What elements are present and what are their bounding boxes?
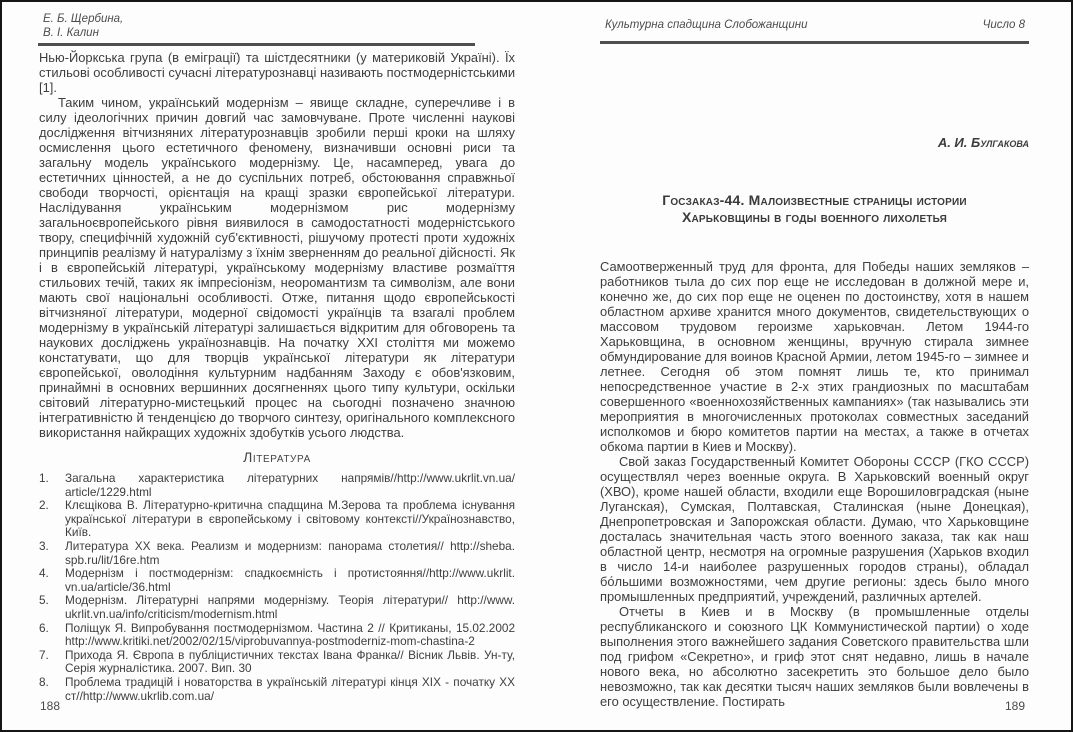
reference-item (39, 472, 515, 499)
body-paragraph: Свой заказ Государственный Комитет Обороны СССР (ГКО СССР) осуществлял через военные округа. В Харьковский военный округ (ХВО), кроме нашей области, входили еще Ворошиловградская (ныне Луганская), Сумская, Полтавская, Сталинская (ныне Донецкая), Днепропетровская и Запорожская области. Думаю, что Харьковщине досталась значительная часть этого военного заказа, так как наш областной центр, несмотря на огромные разрушения (Харьков входил в число 14-и наиболее разрушенных городов страны), обладал бо́льшими возможностями, чем другие регионы: здесь было много промышленных предприятий, учреждений, различных артелей. (600, 454, 1029, 604)
page-number-right: 189 (1004, 699, 1025, 713)
reference-text: Модернізм. Літературні напрями модернізму. Теорія літератури// http://www. ukrlit.vn.ua/info/criticism/modernism.html (65, 593, 515, 621)
article-body (600, 259, 1029, 709)
body-paragraph: Самоотверженный труд для фронта, для Победы наших земляков – работников тыла до сих пор еще не исследован в должной мере и, конечно же, до сих пор еще не оценен по достоинству, хотя в нашем областном архиве хранится много документов, свидетельствующих о массовом трудовом героизме харьковчан. Летом 1944-го Харьковщина, в основном женщины, вручную стирала зимнее обмундирование для воинов Красной Армии, летом 1945-го – зимнее и летнее. Сегодня об этом помнят лишь те, кто принимал непосредственное участие в 2-х этих грандиозных по масштабам совершенного «военнохозяйственных кампаниях» (так назывались эти мероприятия в многочисленных протоколах совместных заседаний исполкомов и бюро комитетов партии на местах, а также в отчетах обкома партии в Киев и Москву). (600, 259, 1029, 454)
reference-text: Модернізм і постмодернізм: спадкоємність і протистояння//http://www.ukrlit. vn.ua/article/36.html (65, 566, 515, 594)
reference-number: 8. (39, 674, 49, 689)
right-page (600, 2, 1029, 732)
reference-number: 5. (39, 593, 49, 608)
reference-text: Прихода Я. Європа в публіцистичних текстах Івана Франка// Вісник Львів. Ун-ту, Серія журналістика. 2007. Вип. 30 (65, 647, 515, 676)
running-header-issue: Число 8 (982, 19, 1025, 31)
reference-text: Проблема традицій і новаторства в українській літературі кінця XIX - початку XX ст//http://www.ukrlib.com.ua/ (65, 674, 515, 703)
header-rule-left (38, 43, 475, 46)
reference-item (39, 540, 515, 567)
reference-list (39, 472, 515, 703)
running-header-journal-title: Культурна спадщина Слобожанщини (605, 19, 808, 31)
reference-item (39, 622, 515, 649)
reference-text: Поліщук Я. Випробування постмодернізмом. Частина 2 // Критиканы, 15.02.2002 http://www.kritiki.net/2002/02/15/viprobuvannya-postmoderniz-mom-chastina-2 (65, 620, 515, 649)
running-header-author-line1: Е. Б. Щербина, (43, 13, 124, 25)
reference-text: Загальна характеристика літературних напрямів//http://www.ukrlit.vn.ua/ article/1229.html (65, 471, 515, 499)
reference-item (39, 499, 515, 540)
article-title-line1: Госзаказ-44. Малоизвестные страницы истории (662, 192, 967, 208)
literature-heading: Література (243, 449, 311, 465)
article-author: А. И. Булгакова (937, 135, 1029, 150)
body-paragraph: Отчеты в Киев и в Москву (в промышленные отделы республиканского и союзного ЦК Коммунистической партии) о ходе выполнения этого важнейшего задания Советского правительства шли под грифом «Секретно», и гриф этот снят недавно, лишь в начале нового века, но абсолютно засекретить это большое дело было невозможно, так как десятки тысяч наших земляков были вовлечены в его осуществление. Постирать (600, 604, 1029, 709)
reference-number: 1. (39, 471, 49, 485)
reference-number: 7. (39, 647, 49, 662)
article-title (600, 192, 1029, 226)
reference-number: 2. (39, 498, 49, 513)
running-header-authors (43, 13, 123, 40)
reference-text: Клєщікова В. Літературно-критична спадщина М.Зерова та проблема існування української літератури в європейському і світовому контексті//Українознавство, Київ. (65, 498, 515, 540)
running-header-author-line2: В. І. Калин (43, 26, 99, 39)
article-title-line2: Харьковщины в годы военного лихолетья (681, 209, 948, 225)
reference-text: Литература XX века. Реализм и модернизм: панорама столетия// http://sheba. spb.ru/lit/16re.htm (65, 538, 515, 567)
reference-item (39, 567, 515, 594)
reference-item (39, 594, 515, 621)
reference-item (39, 676, 515, 703)
body-paragraph: Таким чином, український модернізм – явище складне, суперечливе і в силу ідеологічних причин довгий час замовчуване. Проте численні наукові дослідження вітчизняних літературознавців зробили перші кроки на шляху осмислення цього естетичного феномену, визначивши основні риси та загальну модель українського модернізму. Це, насамперед, увага до естетичних цінностей, а не до суспільних потреб, обстоювання справжньої свободи творчості, орієнтація на кращі зразки європейської літератури. Наслідування українським модернізмом рис модернізму загальноєвропейського рівня виявилося в самодостатності модерністського твору, специфічній художній суб'єктивності, рішучому протесті проти художніх принципів реалізму й натуралізму з їхнім зверненням до реальної дійсності. Як і в європейській літературі, українському модернізму властиве розмаїття стильових течій, таких як імпресіонізм, неоромантизм та символізм, але вони мають свої національні особливості. Отже, питання щодо європейськості вітчизняної літератури, модерної свідомості українців та взагалі проблем модернізму в українській літературі залишається відкритим для обговорень та наукових досліджень українознавців. На початку XXI століття ми можемо констатувати, що для творців української літератури як літератури європейської, оволодіння культурним надбанням Заходу є обов'язковим, принаймні в основних вершинних досягненнях цього типу культури, оскільки світовий літературно-мистецький процес на сьогодні позначено значною інтегративністю й тенденцією до творчого синтезу, оригінального комплексного використання найкращих художніх здобутків усього людства. (39, 95, 515, 440)
reference-number: 4. (39, 566, 49, 581)
body-paragraph: Нью-Йоркська група (в еміграції) та шістдесятники (у материковій Україні). Їх стильові особливості сучасні літературознавці називають постмодерністськими [1]. (39, 50, 516, 95)
reference-number: 3. (39, 538, 49, 553)
reference-number: 6. (39, 620, 49, 635)
reference-item (39, 649, 515, 676)
left-page (39, 50, 515, 703)
page-number-left: 188 (40, 699, 61, 713)
